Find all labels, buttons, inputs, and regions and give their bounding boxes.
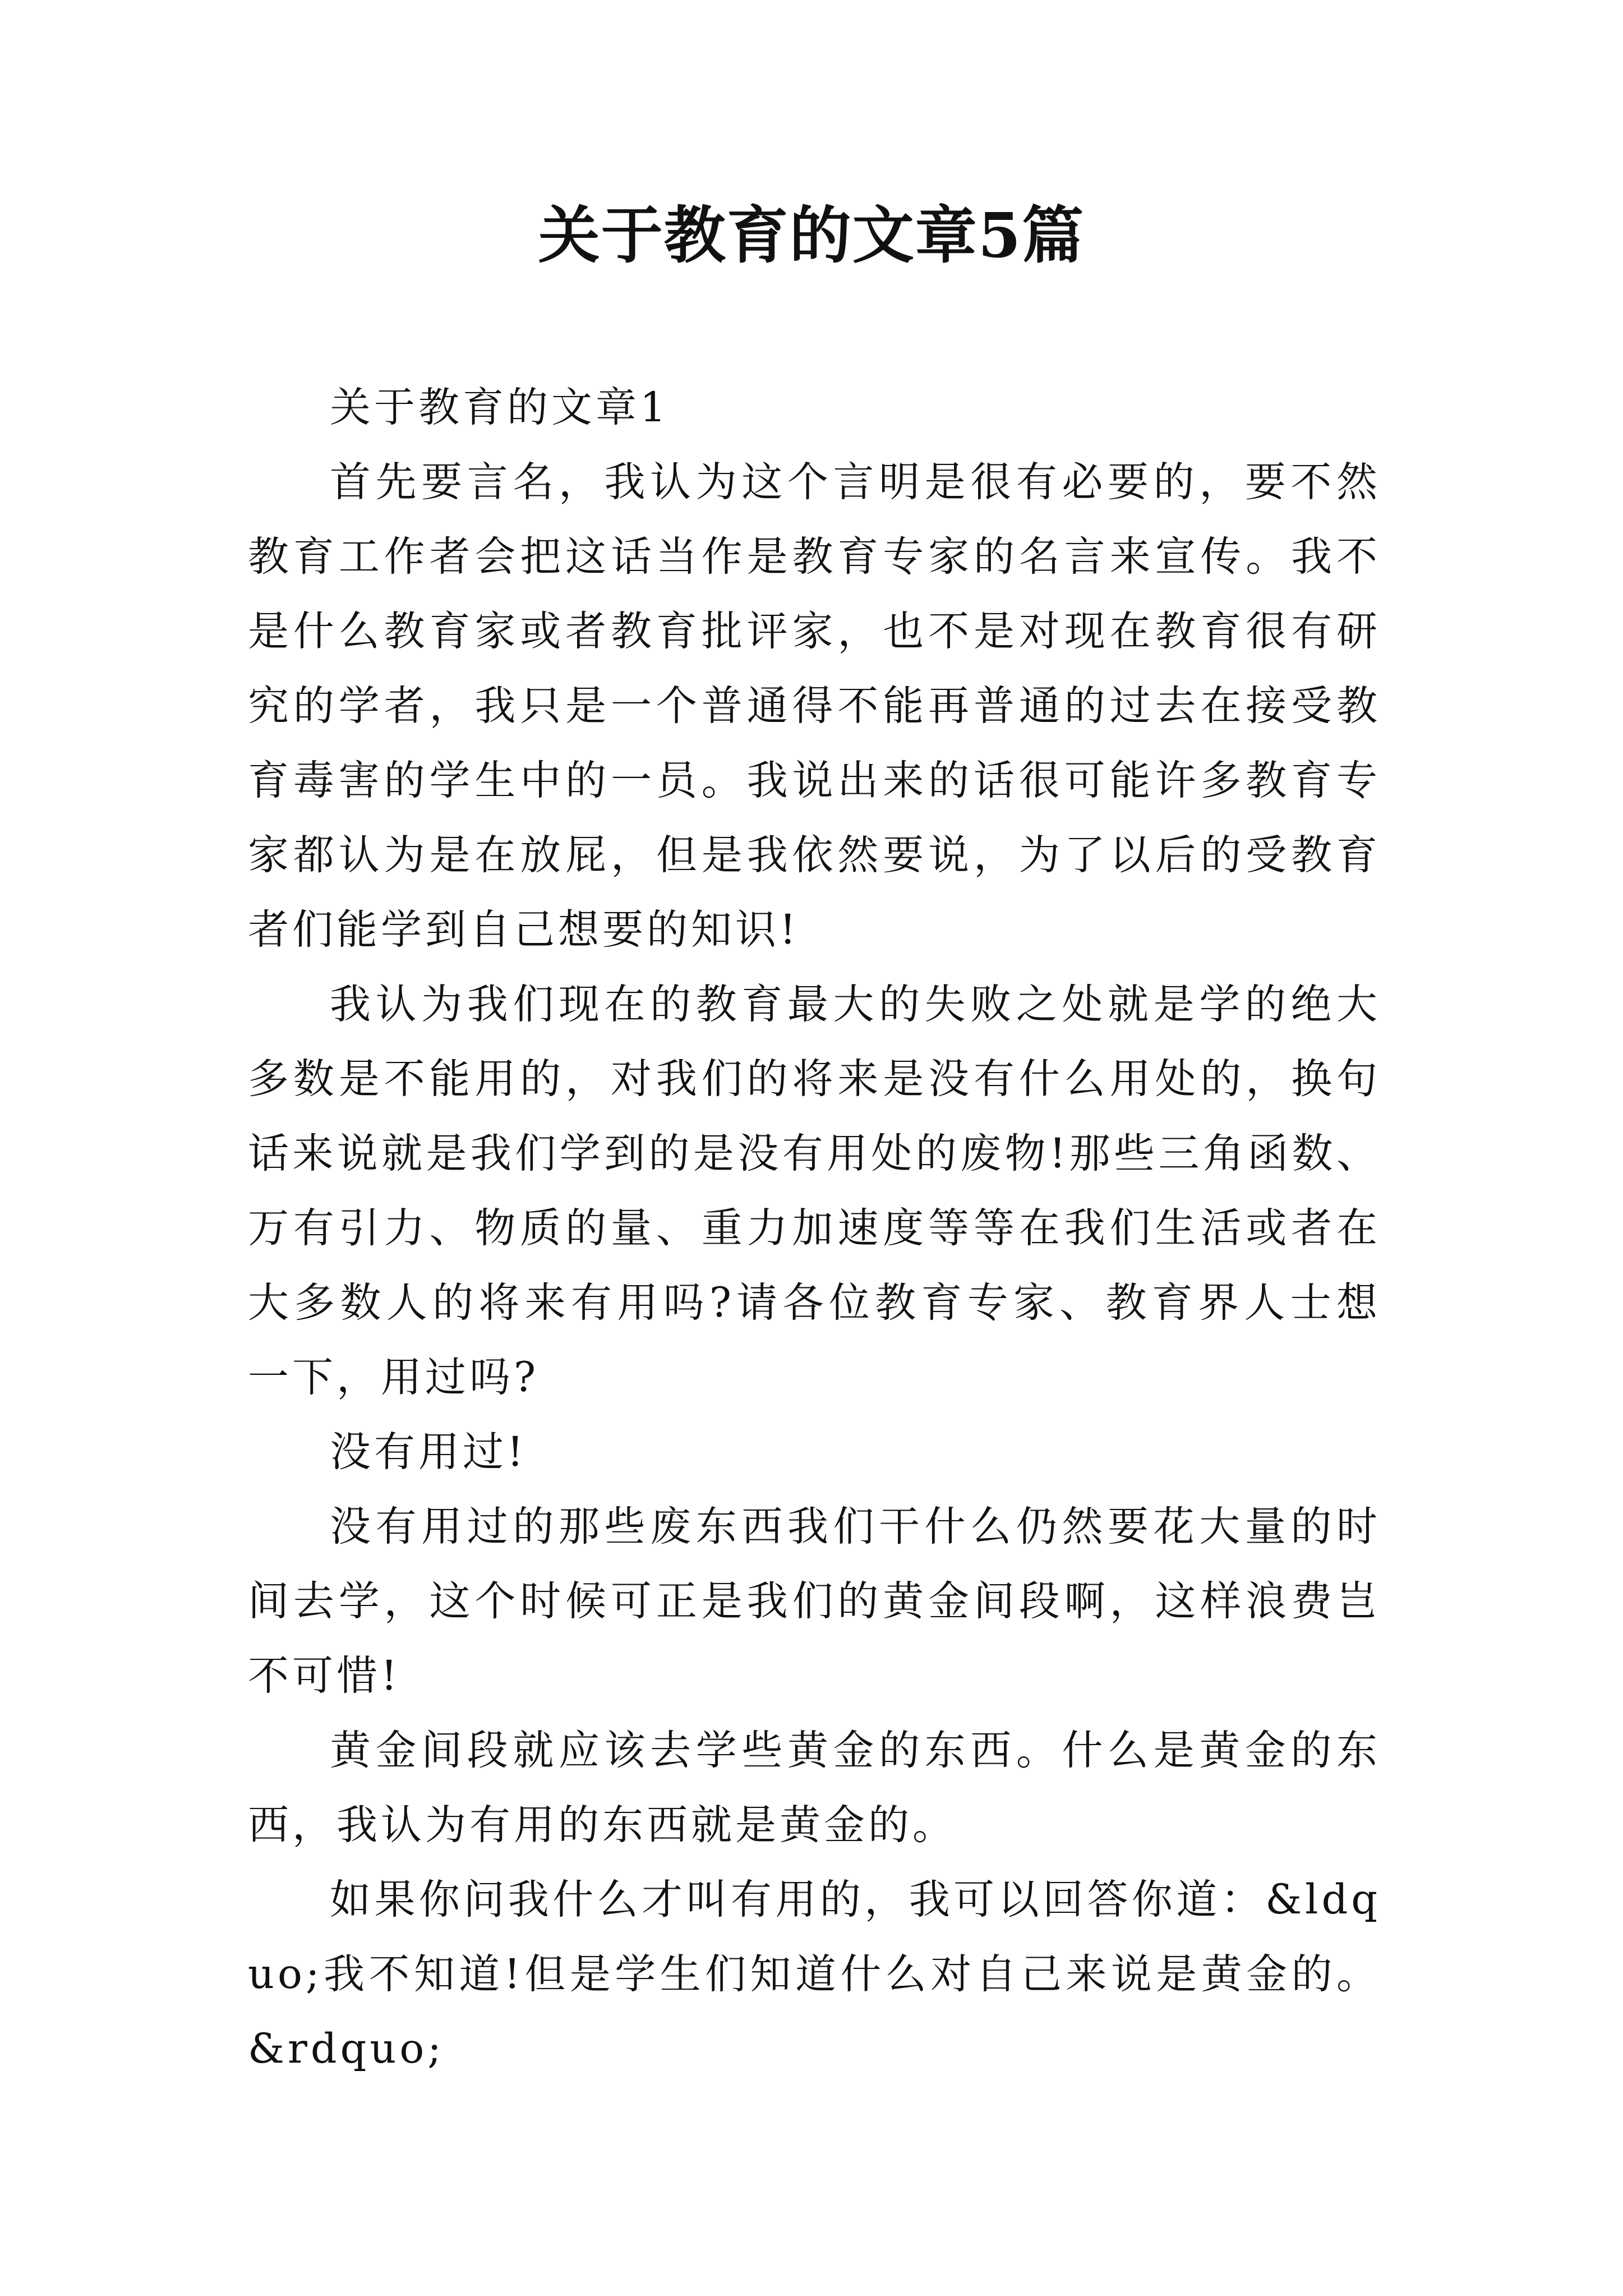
document-body <box>248 370 1381 2086</box>
paragraph: 我认为我们现在的教育最大的失败之处就是学的绝大多数是不能用的，对我们的将来是没有什么用处的，换句话来说就是我们学到的是没有用处的废物!那些三角函数、万有引力、物质的量、重力加速度等等在我们生活或者在大多数人的将来有用吗?请各位教育专家、教育界人士想一下，用过吗? <box>248 981 1381 1401</box>
paragraph: 首先要言名，我认为这个言明是很有必要的，要不然教育工作者会把这话当作是教育专家的名言来宣传。我不是什么教育家或者教育批评家，也不是对现在教育很有研究的学者，我只是一个普通得不能再普通的过去在接受教育毒害的学生中的一员。我说出来的话很可能许多教育专家都认为是在放屁，但是我依然要说，为了以后的受教育者们能学到自己想要的知识! <box>248 458 1381 954</box>
paragraph: 如果你问我什么才叫有用的，我可以回答你道：&ldquo;我不知道!但是学生们知道什么对自己来说是黄金的。&rdquo; <box>248 1876 1381 2073</box>
paragraph: 没有用过! <box>330 1428 527 1476</box>
paragraph: 没有用过的那些废东西我们干什么仍然要花大量的时间去学，这个时候可正是我们的黄金间段啊，这样浪费岂不可惜! <box>248 1503 1381 1700</box>
paragraph: 黄金间段就应该去学些黄金的东西。什么是黄金的东西，我认为有用的东西就是黄金的。 <box>248 1727 1381 1849</box>
section-heading: 关于教育的文章1 <box>330 384 670 431</box>
document-title: 关于教育的文章5篇 <box>538 199 1085 272</box>
